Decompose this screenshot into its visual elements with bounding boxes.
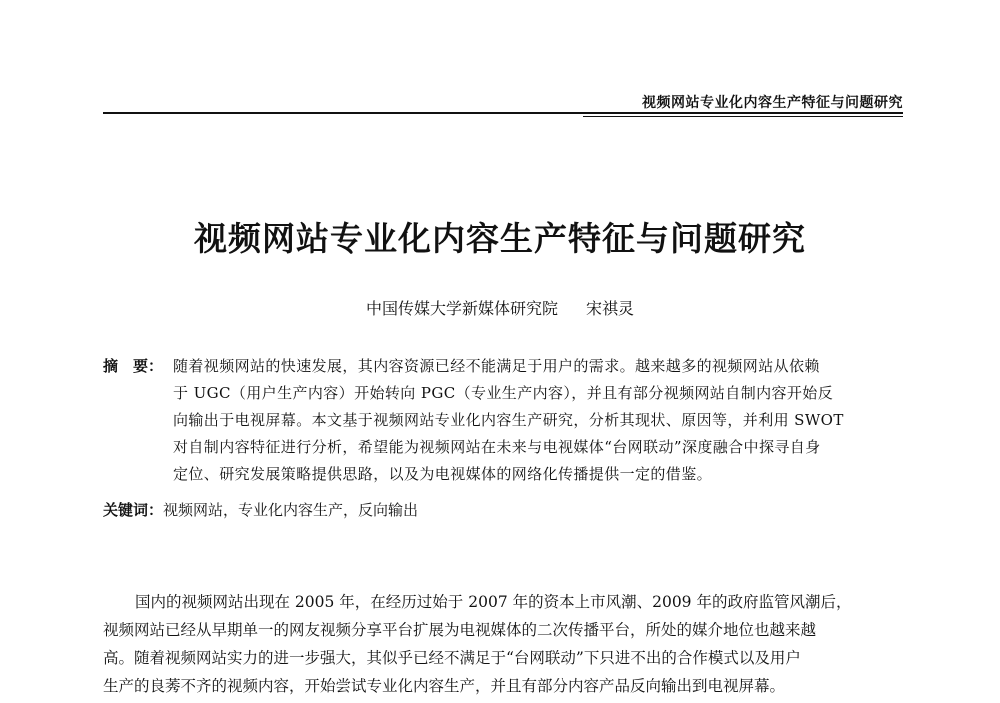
body-line: 视频网站已经从早期单一的网友视频分享平台扩展为电视媒体的二次传播平台，所处的媒介地位也越来越 [103, 621, 817, 639]
affiliation: 中国传媒大学新媒体研究院 [365, 299, 558, 318]
body-paragraph [103, 591, 903, 703]
abstract-label: 摘 要： [103, 357, 164, 375]
keywords [103, 499, 418, 520]
abstract-line: 定位、研究发展策略提供思路，以及为电视媒体的网络化传播提供一定的借鉴。 [173, 465, 713, 483]
author: 宋祺灵 [586, 299, 635, 318]
abstract-line: 于 UGC（用户生产内容）开始转向 PGC（专业生产内容），并且有部分视频网站自制内容开始反 [173, 384, 834, 402]
abstract-line: 随着视频网站的快速发展，其内容资源已经不能满足于用户的需求。越来越多的视频网站从依赖 [173, 357, 820, 375]
abstract-line: 对自制内容特征进行分析，希望能为视频网站在未来与电视媒体“台网联动”深度融合中探寻自身 [173, 438, 821, 456]
body-line: 生产的良莠不齐的视频内容，开始尝试专业化内容生产，并且有部分内容产品反向输出到电视屏幕。 [103, 677, 786, 695]
keywords-text: 视频网站，专业化内容生产，反向输出 [163, 501, 419, 519]
running-head: 视频网站专业化内容生产特征与问题研究 [642, 95, 903, 111]
byline [0, 296, 1000, 319]
body-line: 国内的视频网站出现在 2005 年，在经历过始于 2007 年的资本上市风潮、2009 年的政府监管风潮后， [135, 593, 852, 611]
body-line: 高。随着视频网站实力的进一步强大，其似乎已经不满足于“台网联动”下只进不出的合作模式以及用户 [103, 649, 801, 667]
header-rule-secondary [583, 116, 903, 117]
paper-title: 视频网站专业化内容生产特征与问题研究 [194, 219, 806, 258]
header-rule [103, 112, 903, 114]
abstract-line: 向输出于电视屏幕。本文基于视频网站专业化内容生产研究，分析其现状、原因等，并利用 SWOT [173, 411, 844, 429]
abstract-body [173, 355, 903, 490]
keywords-label: 关键词： [103, 501, 164, 519]
